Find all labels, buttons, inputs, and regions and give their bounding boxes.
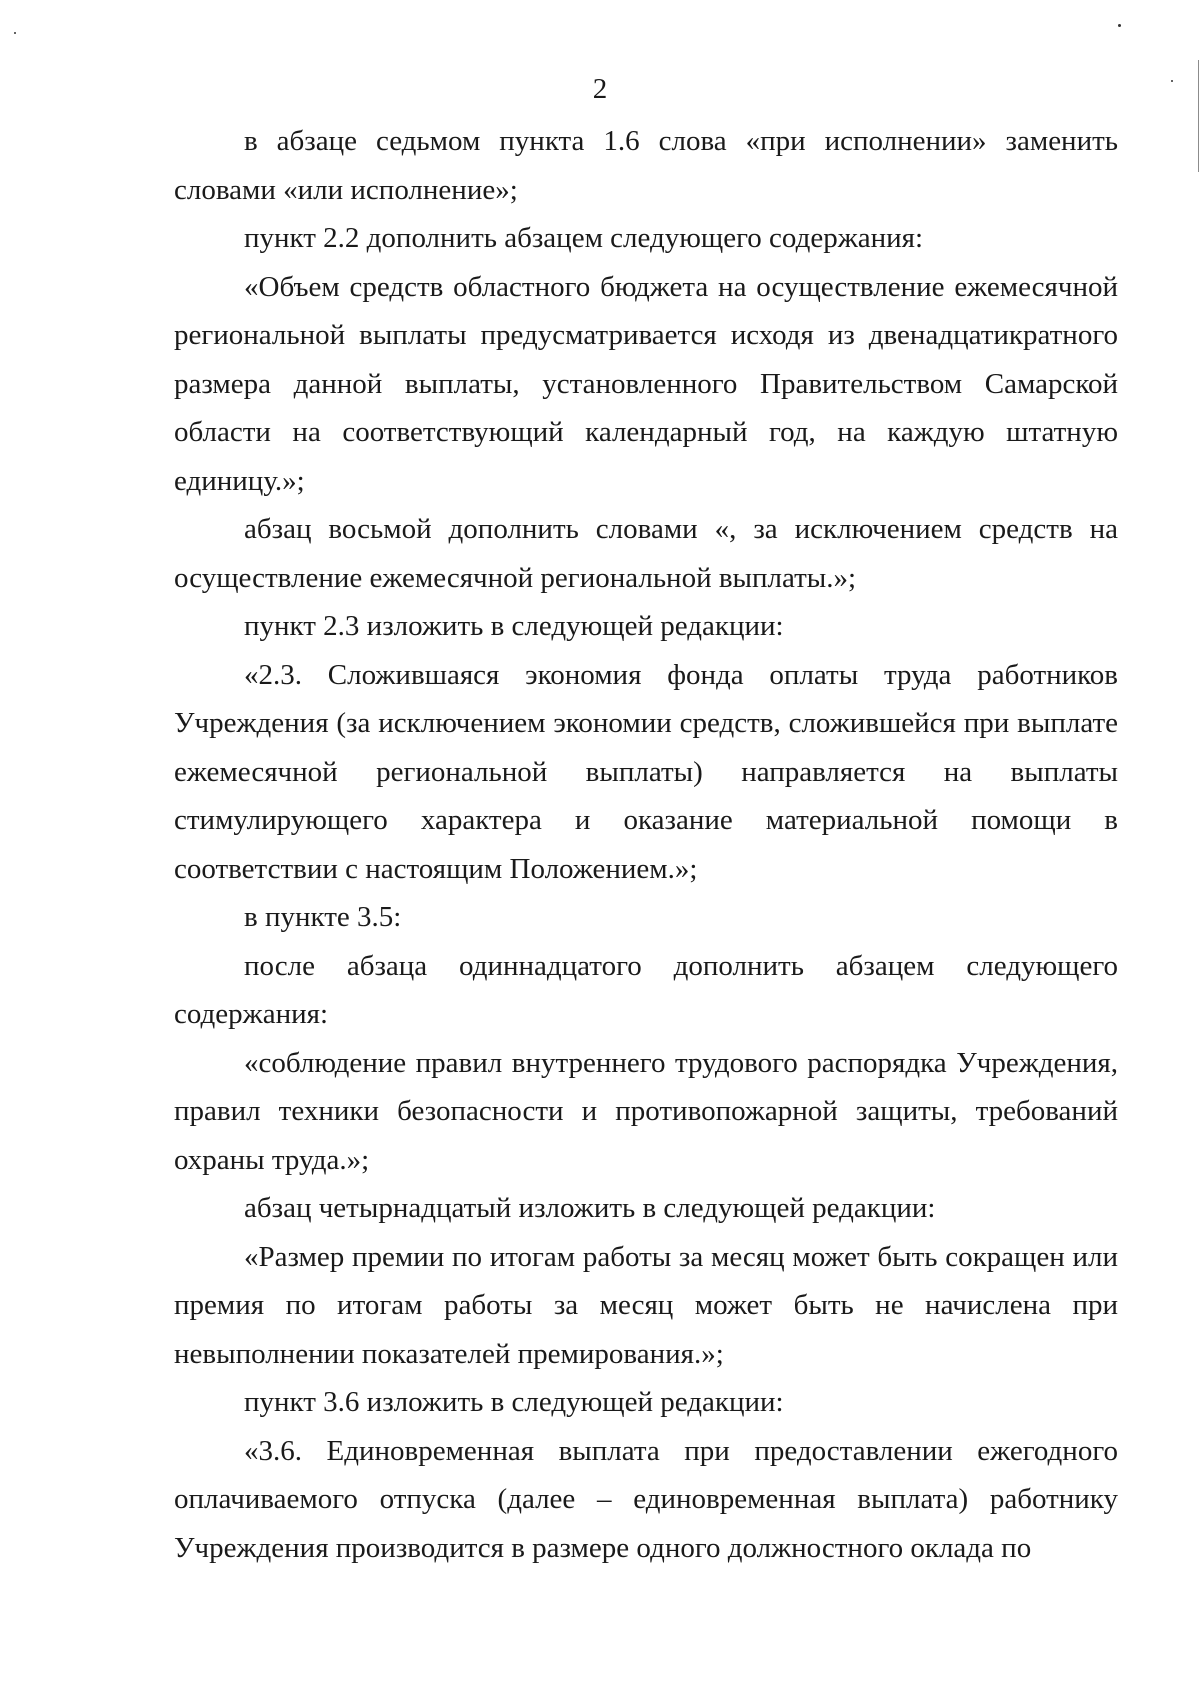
document-body bbox=[174, 117, 1118, 1572]
paragraph: пункт 3.6 изложить в следующей редакции: bbox=[244, 1386, 784, 1418]
paragraph: «2.3. Сложившаяся экономия фонда оплаты труда работников Учреждения (за исключением экономии средств, сложившейся при выплате ежемесячной региональной выплаты) направляется на выплаты стимулирующего характера и оказание материальной помощи в соответствии с настоящим Положением.»; bbox=[174, 658, 1118, 885]
paragraph: «Объем средств областного бюджета на осуществление ежемесячной региональной выплаты предусматривается исходя из двенадцатикратного размера данной выплаты, установленного Правительством Самарской области на соответствующий календарный год, на каждую штатную единицу.»; bbox=[174, 270, 1118, 497]
paragraph: после абзаца одиннадцатого дополнить абзацем следующего содержания: bbox=[174, 949, 1118, 1030]
paragraph: в абзаце седьмом пункта 1.6 слова «при исполнении» заменить словами «или исполнение»; bbox=[174, 125, 1118, 206]
paragraph: «3.6. Единовременная выплата при предоставлении ежегодного оплачиваемого отпуска (далее – единовременная выплата) работнику Учреждения производится в размере одного должностного оклада по bbox=[174, 1434, 1118, 1564]
paragraph: в пункте 3.5: bbox=[244, 901, 402, 933]
paragraph: абзац восьмой дополнить словами «, за исключением средств на осуществление ежемесячной региональной выплаты.»; bbox=[174, 513, 1118, 594]
scan-speck bbox=[14, 32, 16, 34]
page-number: 2 bbox=[592, 73, 608, 105]
paragraph: «соблюдение правил внутреннего трудового распорядка Учреждения, правил техники безопасности и противопожарной защиты, требований охраны труда.»; bbox=[174, 1046, 1118, 1176]
paragraph: пункт 2.3 изложить в следующей редакции: bbox=[244, 610, 784, 642]
paragraph: пункт 2.2 дополнить абзацем следующего содержания: bbox=[244, 222, 924, 254]
scan-speck bbox=[1118, 24, 1121, 27]
paragraph: абзац четырнадцатый изложить в следующей редакции: bbox=[244, 1192, 936, 1224]
paragraph: «Размер премии по итогам работы за месяц может быть сокращен или премия по итогам работы за месяц может быть не начислена при невыполнении показателей премирования.»; bbox=[174, 1240, 1118, 1370]
